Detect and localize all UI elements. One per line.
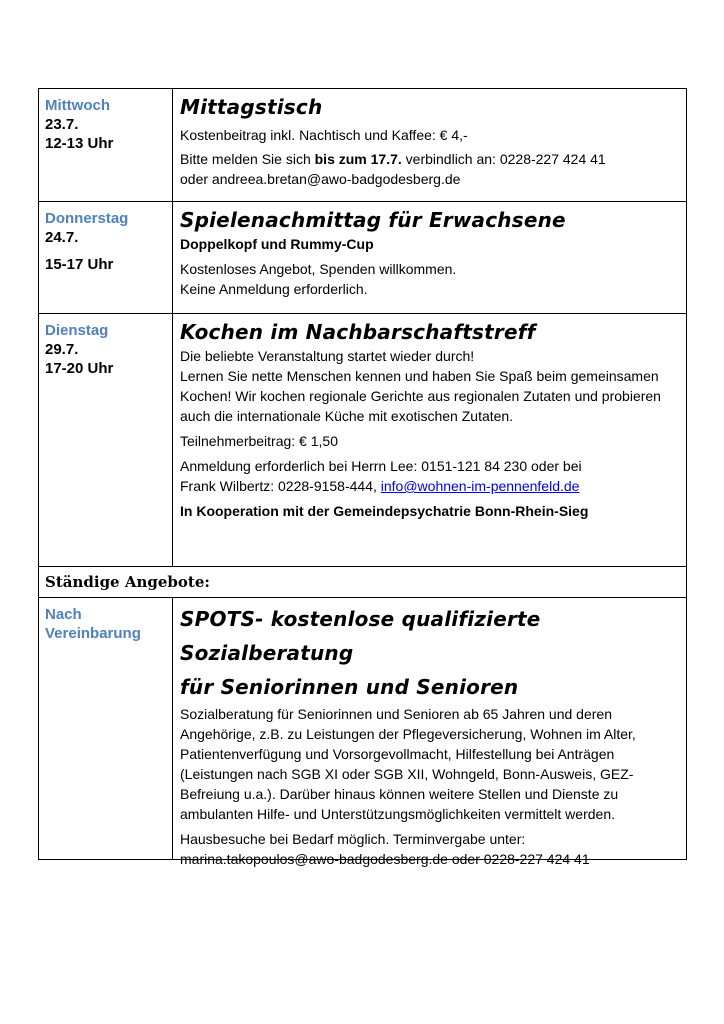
event-row-mittagstisch	[39, 89, 686, 201]
event-fee: Teilnehmerbeitrag: € 1,50	[180, 433, 338, 449]
event-cost: Kostenbeitrag inkl. Nachtisch und Kaffee: € 4,-	[180, 127, 468, 143]
event-title: Mittagstisch	[180, 95, 323, 119]
event-day: Dienstag	[45, 322, 109, 339]
event-date: 24.7.	[45, 228, 79, 246]
events-table	[38, 88, 687, 867]
offer-when: Nach Vereinbarung	[45, 606, 141, 642]
signup-contact-prefix: Frank Wilbertz: 0228-9158-444,	[180, 478, 381, 494]
event-details-cell	[173, 314, 686, 566]
event-date-cell	[39, 202, 173, 313]
event-date-cell	[39, 314, 173, 566]
event-subtitle: Doppelkopf und Rummy-Cup	[180, 236, 374, 252]
offer-contact: marina.takopoulos@awo-badgodesberg.de oder 0228-227 424 41	[180, 851, 590, 867]
event-details-cell	[173, 89, 686, 201]
offer-title-line: SPOTS- kostenlose qualifizierte Sozialberatung	[180, 607, 541, 665]
signup-suffix: verbindlich an: 0228-227 424 41	[401, 151, 606, 167]
offer-row-spots	[39, 597, 686, 867]
section-heading: Ständige Angebote:	[39, 566, 686, 597]
event-description: Die beliebte Veranstaltung startet wieder durch! Lernen Sie nette Menschen kennen und haben Sie Spaß beim gemeinsamen Kochen! Wir kochen regionale Gerichte aus regionalen Zutaten und probieren auch die internationale Küche mit exotischen Zutaten.	[180, 348, 661, 424]
event-day: Mittwoch	[45, 97, 110, 114]
event-title: Spielenachmittag für Erwachsene	[180, 208, 566, 232]
offer-contact: Hausbesuche bei Bedarf möglich. Terminvergabe unter:	[180, 831, 526, 847]
event-day: Donnerstag	[45, 210, 129, 227]
event-signup-contact	[180, 476, 680, 496]
event-date: 29.7.	[45, 340, 79, 358]
event-title: Kochen im Nachbarschaftstreff	[180, 320, 536, 344]
event-signup-email: oder andreea.bretan@awo-badgodesberg.de	[180, 171, 461, 187]
event-cooperation: In Kooperation mit der Gemeindepsychatrie Bonn-Rhein-Sieg	[180, 503, 589, 519]
event-time: 15-17 Uhr	[45, 255, 114, 273]
event-row-spielenachmittag	[39, 201, 686, 313]
offer-details-cell	[173, 598, 686, 867]
event-details-cell	[173, 202, 686, 313]
event-info-line: Kostenloses Angebot, Spenden willkommen.	[180, 261, 457, 277]
email-link[interactable]: info@wohnen-im-pennenfeld.de	[380, 478, 580, 494]
event-date-cell	[39, 89, 173, 201]
offer-description: Sozialberatung für Seniorinnen und Senioren ab 65 Jahren und deren Angehörige, z.B. zu Leistungen der Pflegeversicherung, Wohnen im Alter, Patientenverfügung und Vorsorgevollmacht, Hilfestellung bei Anträgen (Leistungen nach SGB XI oder SGB XII, Wohngeld, Bonn-Ausweis, GEZ-Befreiung u.a.). Darüber hinaus können weitere Stellen und Dienste zu ambulanten Hilfe- und Unterstützungsmöglichkeiten vermittelt werden.	[180, 706, 636, 822]
offer-when-cell	[39, 598, 173, 859]
signup-deadline: bis zum 17.7.	[314, 151, 402, 167]
event-signup: Anmeldung erforderlich bei Herrn Lee: 0151-121 84 230 oder bei	[180, 458, 582, 474]
event-date: 23.7.	[45, 115, 79, 133]
event-info-line: Keine Anmeldung erforderlich.	[180, 281, 368, 297]
event-time: 17-20 Uhr	[45, 359, 114, 377]
offer-title-line: für Seniorinnen und Senioren	[180, 675, 519, 699]
event-time: 12-13 Uhr	[45, 134, 114, 152]
signup-prefix: Bitte melden Sie sich	[180, 151, 315, 167]
event-row-kochen	[39, 313, 686, 566]
event-signup	[180, 149, 680, 169]
